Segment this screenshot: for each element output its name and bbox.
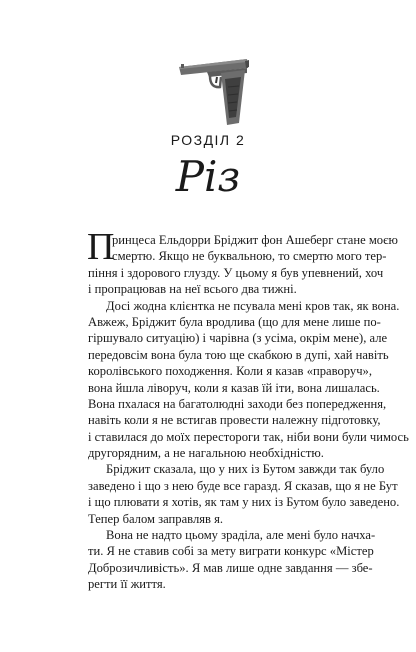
text-line: і пропрацював на неї всього два тижні.	[88, 282, 297, 297]
chapter-label: РОЗДІЛ 2	[170, 132, 246, 148]
text-line: королівського походження. Коли я казав «праворуч»,	[88, 364, 372, 379]
text-line: смертю. Якщо не буквальною, то смертю мого тер-	[112, 249, 387, 264]
chapter-title: Різ	[175, 152, 241, 201]
pistol-icon	[177, 55, 249, 127]
text-line: заведено і що з нею буде все гаразд. Я сказав, що я не Бут	[88, 478, 398, 493]
text-line: гіршувало ситуацію) і чарівна (з усіма, окрім мене), але	[88, 331, 388, 346]
text-line: Вона пхалася на багатолюдні заходи без попередження,	[88, 396, 387, 411]
text-line: ти. Я не ставив собі за мету виграти конкурс «Містер	[88, 544, 374, 559]
text-line: Досі жодна клієнтка не псувала мені кров так, як вона.	[106, 298, 400, 313]
text-line: Авжеж, Бріджит була вродлива (що для мене лише по-	[88, 314, 381, 329]
text-line: піння і здорового глузду. У цьому я був упевнений, хоч	[88, 265, 384, 280]
text-line: і що плювати я хотів, як там у них із Бутом було заведено.	[88, 495, 400, 510]
text-line: навіть коли я не встигав провести належну підготовку,	[88, 413, 381, 428]
text-line: вона йшла ліворуч, коли я казав їй іти, вона лишалась.	[88, 380, 380, 395]
text-line: передовсім вона була тою ще скабкою в дупі, хай навіть	[88, 347, 389, 362]
text-line: Вона не надто цьому зраділа, але мені було начха-	[106, 528, 376, 543]
body-text	[87, 226, 409, 593]
text-line: регти її життя.	[88, 577, 166, 592]
text-line: другорядним, а не нагальною необхідністю.	[88, 446, 324, 461]
text-line: Тепер балом заправляв я.	[88, 511, 224, 526]
text-line: Доброзичливість». Я мав лише одне завдання — збе-	[88, 560, 373, 575]
text-line: ринцеса Ельдорри Бріджит фон Ашеберг стане моєю	[112, 233, 398, 247]
text-line: Бріджит сказала, що у них із Бутом завжди так було	[106, 462, 385, 477]
drop-cap: П	[87, 226, 115, 268]
text-line: і ставилася до моїх перестороги так, ніби вони були чимось	[88, 429, 409, 444]
